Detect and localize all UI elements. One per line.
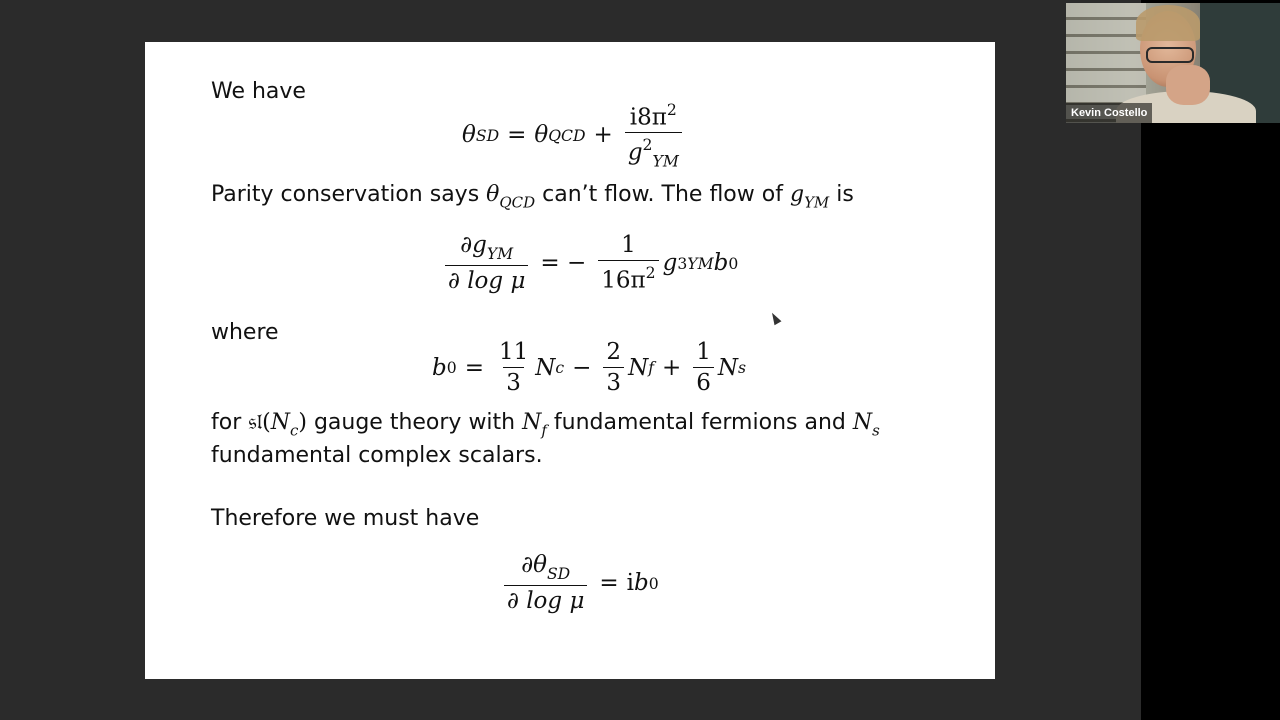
slide-text-therefore: Therefore we must have <box>211 506 480 531</box>
participant-name-label: Kevin Costello <box>1066 103 1152 123</box>
fraction: $\frac{11}{3}$ <box>498 339 529 396</box>
participant-hand <box>1166 65 1210 105</box>
participant-hair <box>1136 5 1200 41</box>
webcam-video-tile[interactable] <box>1066 3 1280 123</box>
equation-b0: b 0 = $\frac{11}{3}$ N c − $\frac{2}{3}$ N f + $\frac{1}{6}$ N s <box>432 339 747 396</box>
fraction: $\frac{2}{3}$ <box>603 339 624 396</box>
fraction: $\frac{\partial\theta_{SD}}{\text{∂ log μ}}$ <box>504 552 587 614</box>
participant-glasses <box>1146 47 1194 63</box>
fraction: $\frac{\partial g_{YM}}{\text{∂ log μ}}$ <box>445 232 528 294</box>
slide-text-parity: Parity conservation says $\theta_{QCD}$ can’t flow. The flow of $g_{YM}$ is <box>211 182 854 212</box>
slide-text-gauge-theory: for $𝔰𝔩(N_c)$ gauge theory with $N_f$ fundamental fermions and $N_s$ <box>211 410 880 440</box>
fraction: $\frac{1}{16\pi^2}$ <box>598 232 658 293</box>
equation-theta-flow: $\frac{\partial\theta_{SD}}{\text{∂ log μ}}$ = i b 0 <box>500 552 659 614</box>
fraction: $\frac{i8\pi^2}{g^2_{YM}}$ <box>625 100 682 171</box>
equation-beta-function: $\frac{\partial g_{YM}}{\text{∂ log μ}}$ = − $\frac{1}{16\pi^2}$ g 3 YM b 0 <box>441 232 738 294</box>
fraction: $\frac{1}{6}$ <box>693 339 714 396</box>
equation-theta-sd: θ SD = θ QCD + $\frac{i8\pi^2}{g^2_{YM}}$ <box>462 100 686 171</box>
presentation-slide <box>145 42 995 679</box>
slide-text-where: where <box>211 320 279 345</box>
slide-text-we-have: We have <box>211 79 306 104</box>
slide-text-scalars: fundamental complex scalars. <box>211 443 543 468</box>
